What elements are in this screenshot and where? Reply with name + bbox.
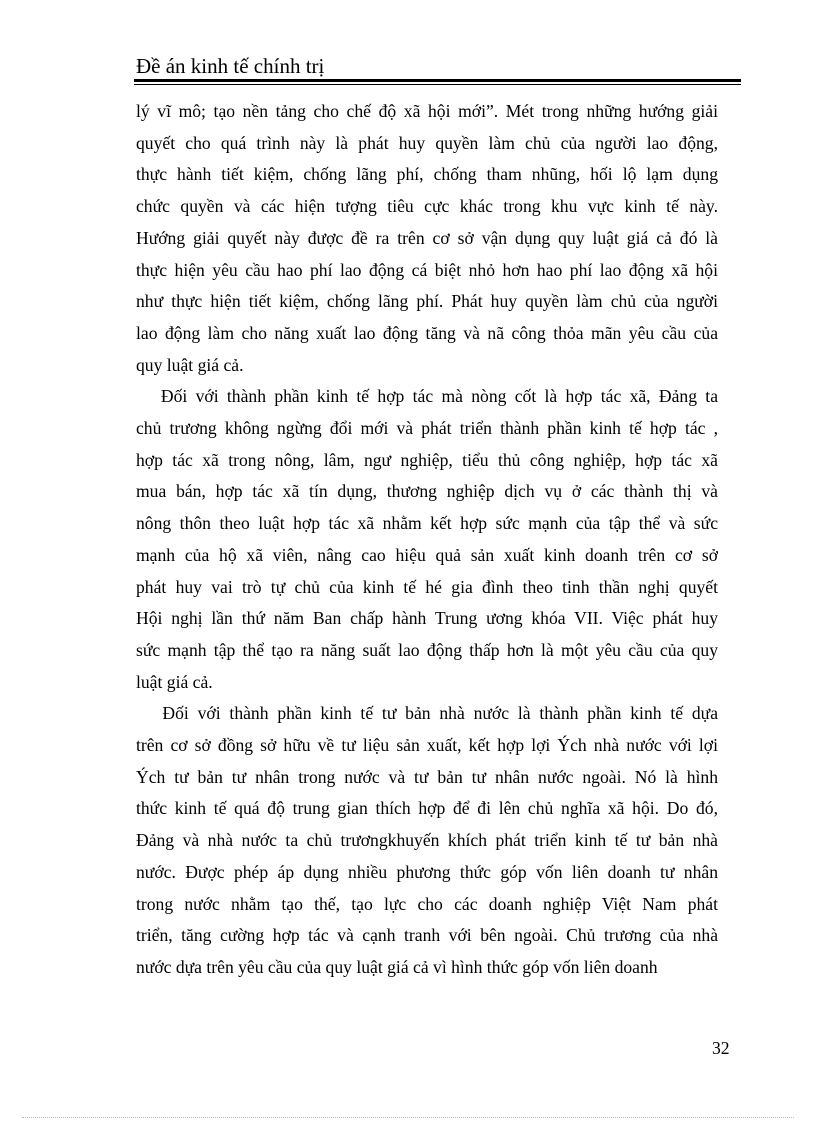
text-line: Hướng giải quyết này được đề ra trên cơ sở vận dụng quy luật giá cả đó là [136,227,718,248]
text-line: thực hành tiết kiệm, chống lãng phí, chống tham nhũng, hối lộ lạm dụng [136,164,718,185]
text-line: Ých tư bản tư nhân trong nước và tư bản tư nhân nước ngoài. Nó là hình [136,766,718,787]
text-line: mua bán, hợp tác xã tín dụng, thương nghiệp dịch vụ ở các thành thị và [136,481,718,502]
paragraph [136,381,718,698]
text-line: Đảng và nhà nước ta chủ trươngkhuyến khích phát triển kinh tế tư bản nhà [136,830,718,851]
text-line: lao động làm cho năng xuất lao động tăng và nã công thỏa mãn yêu cầu của [136,322,718,343]
text-line: hợp tác xã trong nông, lâm, ngư nghiệp, tiểu thủ công nghiệp, hợp tác xã [136,449,718,470]
text-line: nông thôn theo luật hợp tác xã nhằm kết hợp sức mạnh của tập thể và sức [136,513,718,534]
document-title: Đề án kinh tế chính trị [136,54,325,78]
text-line: mạnh của hộ xã viên, nâng cao hiệu quả sản xuất kinh doanh trên cơ sở [136,544,718,565]
text-line: quyết cho quá trình này là phát huy quyền làm chủ của người lao động, [136,132,718,153]
text-line: lý vĩ mô; tạo nền tảng cho chế độ xã hội mới”. Mét trong những hướng giải [136,101,718,121]
text-line: Hội nghị lần thứ năm Ban chấp hành Trung ương khóa VII. Việc phát huy [136,608,718,629]
text-line: Đối với thành phần kinh tế hợp tác mà nòng cốt là hợp tác xã, Đảng ta [136,386,718,407]
text-line: phát huy vai trò tự chủ của kinh tế hé gia đình theo tinh thần nghị quyết [136,576,718,597]
text-line: nước. Được phép áp dụng nhiều phương thức góp vốn liên doanh tư nhân [136,861,718,882]
text-line: thực hiện yêu cầu hao phí lao động cá biệt nhỏ hơn hao phí lao động xã hội [136,259,718,280]
page-number: 32 [712,1038,730,1058]
text-line: chức quyền và các hiện tượng tiêu cực khác trong khu vực kinh tế này. [136,196,718,217]
text-line: nước dựa trên yêu cầu của quy luật giá cả vì hình thức góp vốn liên doanh [136,956,658,977]
text-line: luật giá cả. [136,671,213,692]
text-line: Đối với thành phần kinh tế tư bản nhà nước là thành phần kinh tế dựa [136,703,718,724]
text-line: như thực hiện tiết kiệm, chống lãng phí. Phát huy quyền làm chủ của người [136,291,718,312]
text-line: sức mạnh tập thể tạo ra năng suất lao động thấp hơn là một yêu cầu của quy [136,639,718,660]
page-bottom-border [22,1117,794,1118]
text-line: triển, tăng cường hợp tác và cạnh tranh với bên ngoài. Chủ trương của nhà [136,925,718,946]
paragraph [136,698,718,983]
text-line: trên cơ sở đồng sở hữu về tư liệu sản xuất, kết hợp lợi Ých nhà nước với lợi [136,735,718,756]
text-line: trong nước nhằm tạo thế, tạo lực cho các doanh nghiệp Việt Nam phát [136,893,718,914]
body-text [136,96,718,984]
header-divider-thick [134,79,741,82]
paragraph [136,96,718,381]
text-line: quy luật giá cả. [136,354,244,375]
header-divider-thin [134,84,741,85]
text-line: chủ trương không ngừng đổi mới và phát triển thành phần kinh tế hợp tác , [136,418,718,439]
text-line: thức kinh tế quá độ trung gian thích hợp để đi lên chủ nghĩa xã hội. Do đó, [136,798,718,819]
